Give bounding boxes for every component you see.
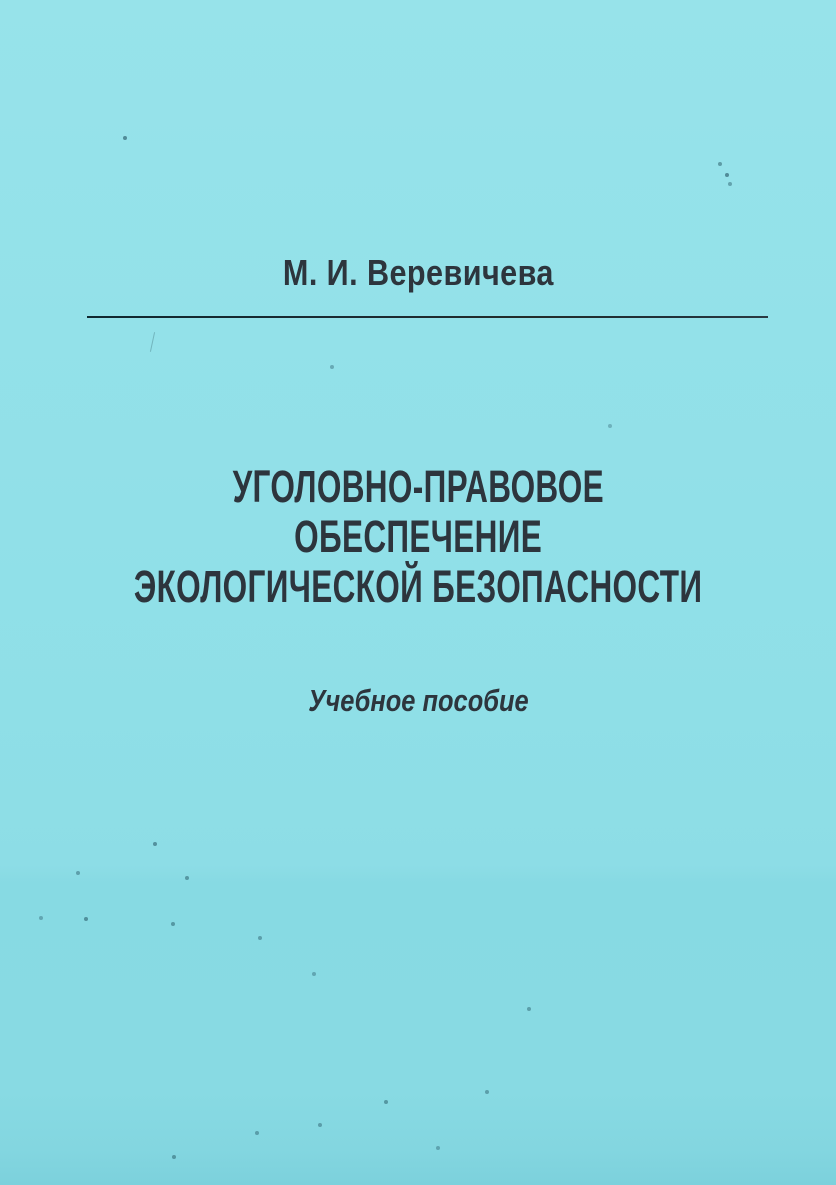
- book-title-line-2: [0, 512, 836, 562]
- scan-speckles: [0, 0, 2, 2]
- book-title-text-3: ЭКОЛОГИЧЕСКОЙ БЕЗОПАСНОСТИ: [133, 561, 703, 612]
- author-name-line: [0, 250, 836, 296]
- book-title-line-1: [0, 462, 836, 512]
- book-title: [0, 462, 836, 612]
- divider-rule: [87, 311, 768, 318]
- book-title-line-3: [0, 562, 836, 612]
- book-title-text-2: ОБЕСПЕЧЕНИЕ: [294, 511, 542, 562]
- subtitle-line: [0, 676, 836, 726]
- divider-rule-bottom-line: [87, 316, 768, 318]
- author-name: М. И. Веревичева: [282, 252, 554, 293]
- scan-scratch: [150, 332, 155, 352]
- book-title-text-1: УГОЛОВНО-ПРАВОВОЕ: [232, 461, 604, 512]
- subtitle-text: Учебное пособие: [307, 683, 529, 718]
